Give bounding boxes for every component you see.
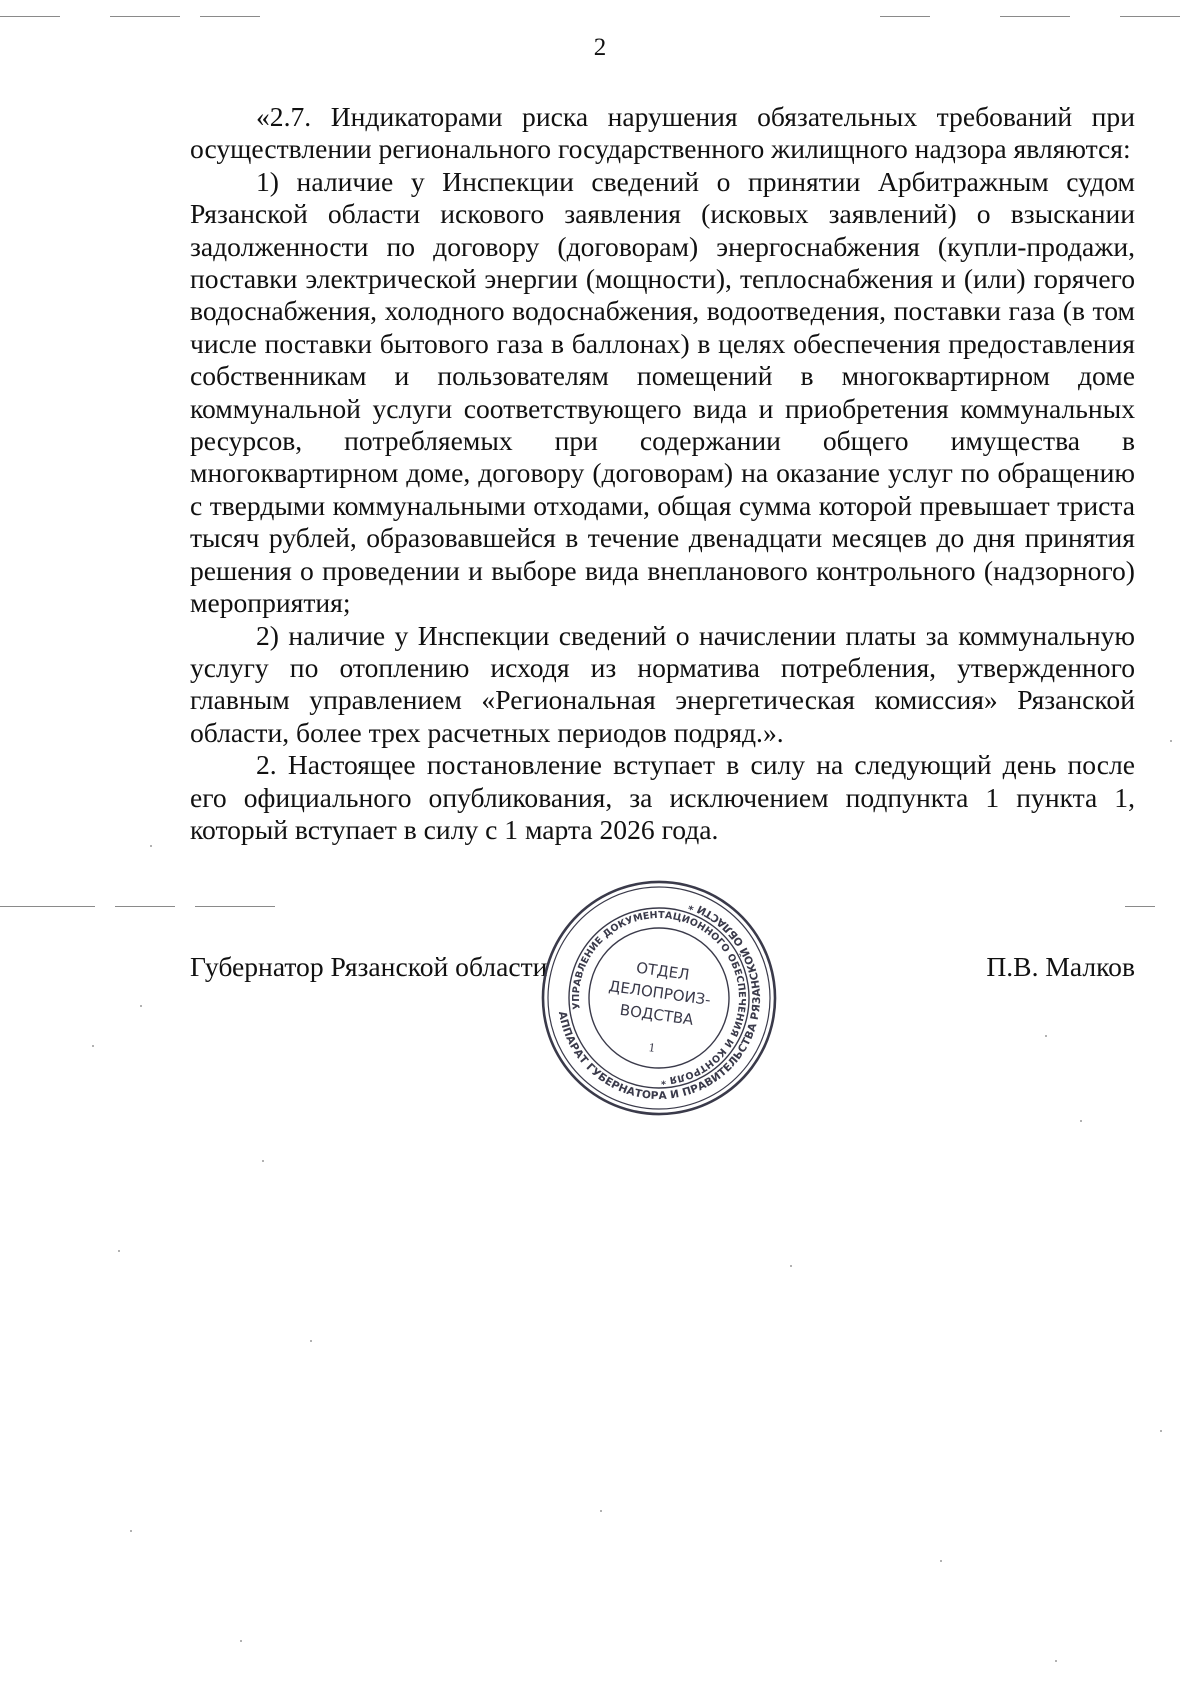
- official-stamp: [541, 880, 777, 1116]
- scan-artifact-speck: [1055, 1660, 1057, 1662]
- document-body: [190, 101, 1135, 846]
- paragraph-indicator-2: 2) наличие у Инспекции сведений о начислении платы за коммунальную услугу по отоплению исходя из норматива потребления, утвержденного главным управлением «Региональная энергетическая комиссия» Рязанской области, более трех расчетных периодов подряд.».: [190, 619, 1135, 748]
- scan-artifact-speck: [240, 1640, 242, 1642]
- signatory-name: П.В. Малков: [986, 951, 1135, 982]
- scan-artifact-speck: [940, 1560, 942, 1562]
- scan-artifact-line: [110, 16, 180, 17]
- stamp-center-line-3: ВОДСТВА: [618, 1000, 695, 1029]
- scan-artifact-speck: [1170, 740, 1172, 742]
- scan-artifact-speck: [150, 845, 152, 847]
- scan-artifact-line: [1000, 16, 1070, 17]
- scan-artifact-line: [195, 906, 275, 907]
- scan-artifact-line: [1125, 906, 1155, 907]
- scan-artifact-speck: [600, 1510, 602, 1512]
- stamp-inner-text: УПРАВЛЕНИЕ ДОКУМЕНТАЦИОННОГО ОБЕСПЕЧЕНИЯ И КОНТРОЛЯ *: [570, 909, 748, 1087]
- scan-artifact-speck: [1045, 1035, 1047, 1037]
- scan-artifact-speck: [310, 1340, 312, 1342]
- signatory-position: Губернатор Рязанской области: [190, 951, 548, 982]
- scan-artifact-line: [880, 16, 930, 17]
- scan-artifact-speck: [130, 1530, 132, 1532]
- scan-artifact-line: [0, 16, 60, 17]
- scan-artifact-speck: [1080, 1120, 1082, 1122]
- scan-artifact-speck: [262, 1160, 264, 1162]
- scan-artifact-line: [1120, 16, 1180, 17]
- paragraph-indicator-1: 1) наличие у Инспекции сведений о принятии Арбитражным судом Рязанской области искового заявления (исковых заявлений) о взыскании задолженности по договору (договорам) энергоснабжения (купли-продажи, поставки электрической энергии (мощности), теплоснабжения и (или) горячего водоснабжения, холодного водоснабжения, водоотведения, поставки газа (в том числе поставки бытового газа в баллонах) в целях обеспечения предоставления собственникам и пользователям помещений в многоквартирном доме коммунальной услуги соответствующего вида и приобретения коммунальных ресурсов, потребляемых при содержании общего имущества в многоквартирном доме, договору (договорам) на оказание услуг по обращению с твердыми коммунальными отходами, общая сумма которой превышает триста тысяч рублей, образовавшейся в течение двенадцати месяцев до дня принятия решения о проведении и выборе вида внепланового контрольного (надзорного) мероприятия;: [190, 165, 1135, 619]
- scan-artifact-speck: [790, 1265, 792, 1267]
- scan-artifact-line: [115, 906, 175, 907]
- stamp-number: 1: [647, 1041, 657, 1055]
- stamp-center-line-1: ОТДЕЛ: [635, 958, 691, 984]
- scan-artifact-speck: [140, 1005, 142, 1007]
- scan-artifact-line: [200, 16, 260, 17]
- stamp-center-line-2: ДЕЛОПРОИЗ-: [607, 976, 712, 1010]
- scan-artifact-line: [0, 906, 95, 907]
- scan-artifact-speck: [118, 1250, 120, 1252]
- paragraph-2-7: «2.7. Индикаторами риска нарушения обязательных требований при осуществлении регионального государственного жилищного надзора являются:: [190, 101, 1135, 165]
- scan-artifact-speck: [92, 1045, 94, 1047]
- paragraph-effective-date: 2. Настоящее постановление вступает в силу на следующий день после его официального опубликования, за исключением подпункта 1 пункта 1, который вступает в силу с 1 марта 2026 года.: [190, 749, 1135, 845]
- page-number: 2: [593, 34, 607, 61]
- scan-artifact-speck: [1160, 1430, 1162, 1432]
- stamp-outer-text: АППАРАТ ГУБЕРНАТОРА И ПРАВИТЕЛЬСТВА РЯЗАНСКОЙ ОБЛАСТИ *: [555, 898, 764, 1103]
